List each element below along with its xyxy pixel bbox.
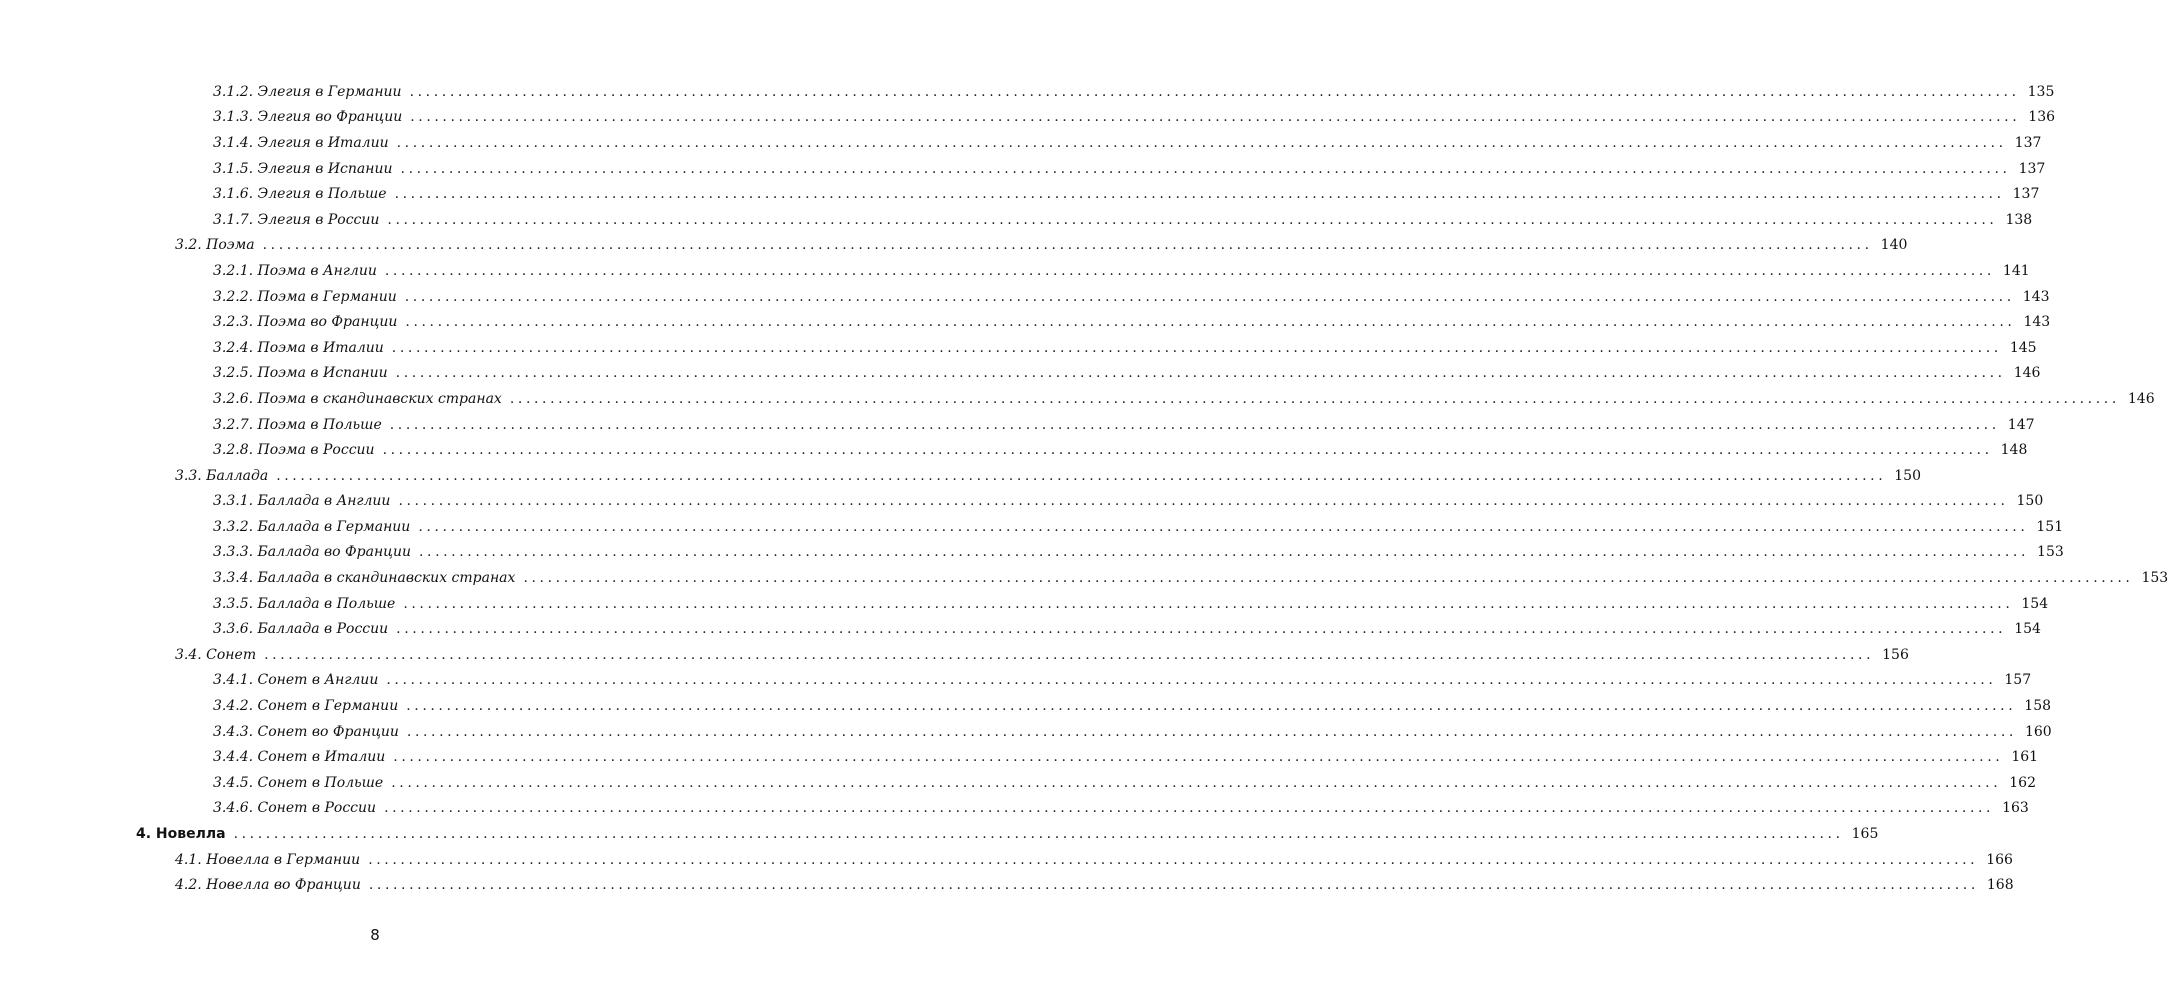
dot-leader: ........................................................................................................................................................................................................	[389, 416, 2000, 433]
toc-entry-title: 3.1.7. Элегия в России	[213, 213, 387, 227]
toc-entry-page: 151	[2036, 518, 2064, 535]
toc-entry	[0, 284, 2050, 310]
toc-entry-page: 150	[1894, 467, 1921, 484]
toc-entry-page: 137	[2018, 160, 2046, 177]
toc-entry-page: 157	[2004, 672, 2032, 689]
toc-entry	[0, 79, 2055, 105]
toc-entry-title: 3.2.1. Поэма в Англии	[213, 264, 385, 278]
toc-entry	[0, 847, 2013, 873]
dot-leader: ........................................................................................................................................................................................................	[368, 877, 1979, 894]
toc-entry-title: 3.2.2. Поэма в Германии	[213, 290, 405, 304]
toc-entry	[0, 309, 2051, 335]
toc-entry-title: 3.2.5. Поэма в Испании	[213, 366, 396, 380]
toc-entry	[0, 872, 2014, 898]
dot-leader: ........................................................................................................................................................................................................	[394, 186, 2005, 203]
dot-leader: ........................................................................................................................................................................................................	[405, 314, 2016, 331]
toc-entry-title: 3.1.6. Элегия в Польше	[213, 187, 395, 201]
dot-leader: ........................................................................................................................................................................................................	[396, 621, 2007, 638]
dot-leader: ........................................................................................................................................................................................................	[523, 570, 2134, 587]
dot-leader: ........................................................................................................................................................................................................	[404, 288, 2015, 305]
dot-leader: ........................................................................................................................................................................................................	[406, 723, 2017, 740]
toc-entry-title: 3.2.4. Поэма в Италии	[213, 341, 392, 355]
toc-entry	[0, 258, 2030, 284]
toc-entry-page: 136	[2028, 109, 2056, 126]
toc-entry-page: 148	[2000, 442, 2028, 459]
dot-leader: ........................................................................................................................................................................................................	[264, 646, 1875, 663]
toc-entry-title: 3.3.3. Баллада во Франции	[213, 545, 419, 559]
dot-leader: ........................................................................................................................................................................................................	[386, 672, 1997, 689]
toc-entry	[0, 770, 2036, 796]
toc-entry	[0, 693, 2052, 719]
toc-entry-title: 3.3.1. Баллада в Англии	[213, 494, 398, 508]
toc-entry-page: 141	[2002, 262, 2030, 279]
dot-leader: ........................................................................................................................................................................................................	[384, 800, 1995, 817]
toc-entry-title: 3.3.2. Баллада в Германии	[213, 520, 418, 534]
toc-entry-page: 143	[2022, 288, 2050, 305]
toc-entry	[0, 233, 1908, 259]
dot-leader: ........................................................................................................................................................................................................	[409, 83, 2020, 100]
toc-entry	[0, 156, 2046, 182]
toc-entry-page: 146	[2127, 390, 2155, 407]
toc-entry	[0, 207, 2033, 233]
toc-entry-title: 3.2.7. Поэма в Польше	[213, 418, 390, 432]
dot-leader: ........................................................................................................................................................................................................	[509, 390, 2120, 407]
toc-entry-title: 3.1.2. Элегия в Германии	[213, 85, 410, 99]
toc-entry-page: 166	[1986, 851, 2013, 868]
toc-entry	[0, 181, 2040, 207]
dot-leader: ........................................................................................................................................................................................................	[418, 544, 2030, 561]
toc-entry-page: 137	[2014, 134, 2042, 151]
toc-entry	[0, 616, 2041, 642]
toc-entry-title: 3.2.3. Поэма во Франции	[213, 315, 405, 329]
dot-leader: ........................................................................................................................................................................................................	[382, 442, 1993, 459]
dot-leader: ........................................................................................................................................................................................................	[387, 211, 1998, 228]
toc-entry-title: 3.3.6. Баллада в России	[213, 622, 396, 636]
table-of-contents	[0, 79, 2168, 898]
toc-entry-page: 140	[1880, 237, 1908, 254]
toc-entry	[0, 335, 2037, 361]
toc-entry-page: 153	[2141, 570, 2168, 587]
toc-entry-title: 3.2. Поэма	[175, 238, 263, 252]
toc-entry-page: 137	[2012, 186, 2040, 203]
toc-entry	[0, 386, 2155, 412]
toc-entry-page: 154	[2021, 595, 2049, 612]
dot-leader: ........................................................................................................................................................................................................	[393, 749, 2004, 766]
toc-entry	[0, 796, 2029, 822]
dot-leader: ........................................................................................................................................................................................................	[233, 826, 1844, 843]
toc-entry-title: 3.4. Сонет	[175, 648, 264, 662]
dot-leader: ........................................................................................................................................................................................................	[276, 467, 1887, 484]
toc-entry	[0, 463, 1921, 489]
toc-entry	[0, 361, 2041, 387]
toc-entry-title: 3.1.5. Элегия в Испании	[213, 162, 401, 176]
toc-entry-title: 4.1. Новелла в Германии	[175, 853, 368, 867]
toc-entry	[0, 668, 2032, 694]
toc-entry-page: 165	[1851, 826, 1879, 843]
dot-leader: ........................................................................................................................................................................................................	[395, 365, 2006, 382]
page-number: 8	[370, 926, 380, 944]
toc-entry-page: 162	[2009, 774, 2036, 791]
toc-entry-title: 3.4.3. Сонет во Франции	[213, 725, 407, 739]
dot-leader: ........................................................................................................................................................................................................	[262, 237, 1873, 254]
dot-leader: ........................................................................................................................................................................................................	[403, 595, 2014, 612]
toc-entry-page: 150	[2016, 493, 2044, 510]
toc-entry	[0, 744, 2039, 770]
toc-entry-title: 3.3.4. Баллада в скандинавских странах	[213, 571, 523, 585]
toc-entry	[0, 489, 2044, 515]
toc-entry-title: 4. Новелла	[136, 827, 234, 841]
toc-entry-page: 145	[2009, 339, 2037, 356]
dot-leader: ........................................................................................................................................................................................................	[398, 493, 2009, 510]
toc-entry-title: 3.3.5. Баллада в Польше	[213, 597, 403, 611]
toc-entry-page: 153	[2037, 544, 2064, 561]
toc-entry	[0, 105, 2056, 131]
toc-entry-title: 3.2.8. Поэма в России	[213, 443, 383, 457]
dot-leader: ........................................................................................................................................................................................................	[384, 262, 1995, 279]
toc-entry	[0, 514, 2064, 540]
toc-entry	[0, 591, 2049, 617]
dot-leader: ........................................................................................................................................................................................................	[391, 774, 2002, 791]
toc-entry-page: 160	[2024, 723, 2052, 740]
toc-entry-page: 158	[2024, 698, 2052, 715]
toc-entry-title: 3.1.3. Элегия во Франции	[213, 110, 410, 124]
toc-entry	[0, 642, 1909, 668]
toc-entry-page: 138	[2005, 211, 2033, 228]
toc-entry-page: 143	[2023, 314, 2051, 331]
toc-entry-page: 163	[2002, 800, 2029, 817]
toc-entry	[0, 540, 2064, 566]
toc-entry-title: 3.4.4. Сонет в Италии	[213, 750, 393, 764]
dot-leader: ........................................................................................................................................................................................................	[400, 160, 2011, 177]
toc-entry-page: 147	[2007, 416, 2035, 433]
toc-entry	[0, 437, 2028, 463]
dot-leader: ........................................................................................................................................................................................................	[406, 698, 2017, 715]
toc-entry-title: 4.2. Новелла во Франции	[175, 878, 369, 892]
toc-entry-page: 156	[1882, 646, 1909, 663]
dot-leader: ........................................................................................................................................................................................................	[418, 518, 2029, 535]
toc-entry	[0, 130, 2042, 156]
toc-entry-title: 3.4.6. Сонет в России	[213, 801, 384, 815]
toc-entry-title: 3.3. Баллада	[175, 469, 276, 483]
toc-entry	[0, 821, 1879, 847]
toc-entry-page: 161	[2011, 749, 2039, 766]
toc-entry	[0, 719, 2052, 745]
dot-leader: ........................................................................................................................................................................................................	[410, 109, 2021, 126]
toc-entry-page: 135	[2027, 83, 2055, 100]
dot-leader: ........................................................................................................................................................................................................	[396, 134, 2007, 151]
toc-entry-title: 3.4.2. Сонет в Германии	[213, 699, 406, 713]
toc-entry-title: 3.2.6. Поэма в скандинавских странах	[213, 392, 510, 406]
toc-entry-title: 3.4.1. Сонет в Англии	[213, 673, 386, 687]
dot-leader: ........................................................................................................................................................................................................	[391, 339, 2002, 356]
toc-entry-title: 3.4.5. Сонет в Польше	[213, 776, 391, 790]
toc-entry	[0, 565, 2168, 591]
dot-leader: ........................................................................................................................................................................................................	[368, 851, 1979, 868]
toc-entry-page: 154	[2014, 621, 2041, 638]
toc-entry-title: 3.1.4. Элегия в Италии	[213, 136, 397, 150]
toc-entry-page: 146	[2013, 365, 2041, 382]
toc-entry-page: 168	[1986, 877, 2014, 894]
toc-entry	[0, 412, 2035, 438]
